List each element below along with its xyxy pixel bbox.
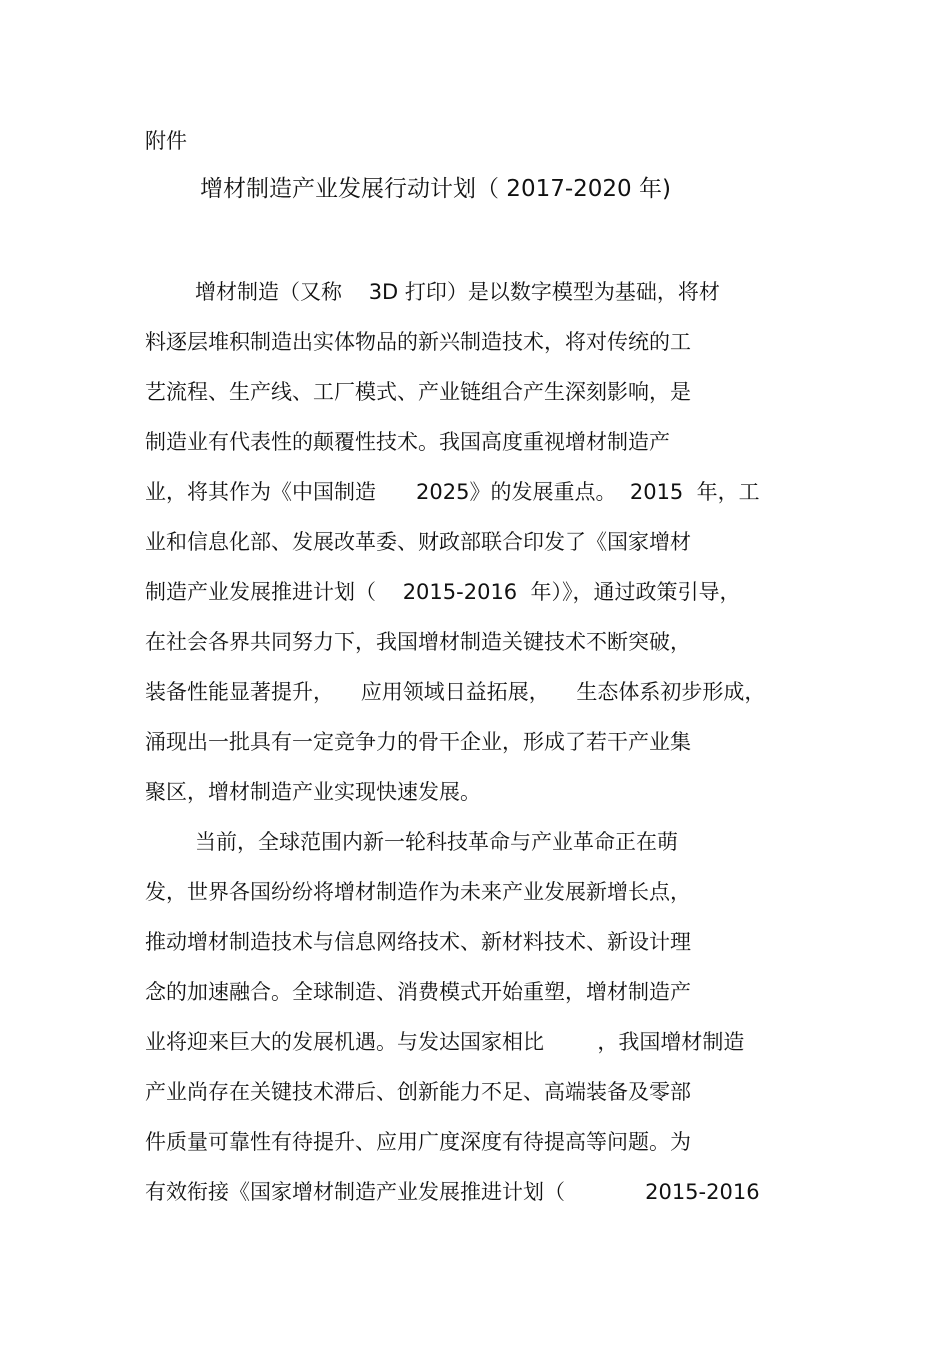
paragraph-line: 在社会各界共同努力下，我国增材制造关键技术不断突破， <box>145 630 691 654</box>
paragraph-line: 业将迎来巨大的发展机遇。与发达国家相比 ，我国增材制造 <box>145 1030 745 1054</box>
paragraph-line: 料逐层堆积制造出实体物品的新兴制造技术，将对传统的工 <box>145 330 691 354</box>
paragraph-line: 当前，全球范围内新一轮科技革命与产业革命正在萌 <box>195 830 678 854</box>
paragraph-line: 念的加速融合。全球制造、消费模式开始重塑，增材制造产 <box>145 980 691 1004</box>
paragraph-line: 制造业有代表性的颠覆性技术。我国高度重视增材制造产 <box>145 430 670 454</box>
paragraph-line: 制造产业发展推进计划（ 2015-2016 年）》，通过政策引导， <box>145 580 741 604</box>
document-title: 增材制造产业发展行动计划（ 2017-2020 年) <box>200 176 671 202</box>
paragraph-line: 件质量可靠性有待提升、应用广度深度有待提高等问题。为 <box>145 1130 691 1154</box>
paragraph-line: 业，将其作为《中国制造 2025》的发展重点。 2015 年，工 <box>145 480 760 504</box>
paragraph-line: 聚区，增材制造产业实现快速发展。 <box>145 780 481 804</box>
paragraph-line: 产业尚存在关键技术滞后、创新能力不足、高端装备及零部 <box>145 1080 691 1104</box>
paragraph-line: 推动增材制造技术与信息网络技术、新材料技术、新设计理 <box>145 930 691 954</box>
paragraph-line: 发，世界各国纷纷将增材制造作为未来产业发展新增长点， <box>145 880 691 904</box>
paragraph-line: 有效衔接《国家增材制造产业发展推进计划（ 2015-2016 <box>145 1180 760 1204</box>
paragraph-line: 增材制造（又称 3D 打印）是以数字模型为基础，将材 <box>195 280 720 304</box>
paragraph-line: 涌现出一批具有一定竞争力的骨干企业，形成了若干产业集 <box>145 730 691 754</box>
paragraph-line: 艺流程、生产线、工厂模式、产业链组合产生深刻影响，是 <box>145 380 691 404</box>
paragraph-line: 装备性能显著提升， 应用领域日益拓展， 生态体系初步形成， <box>145 680 766 704</box>
attachment-label: 附件 <box>145 129 187 153</box>
paragraph-line: 业和信息化部、发展改革委、财政部联合印发了《国家增材 <box>145 530 691 554</box>
